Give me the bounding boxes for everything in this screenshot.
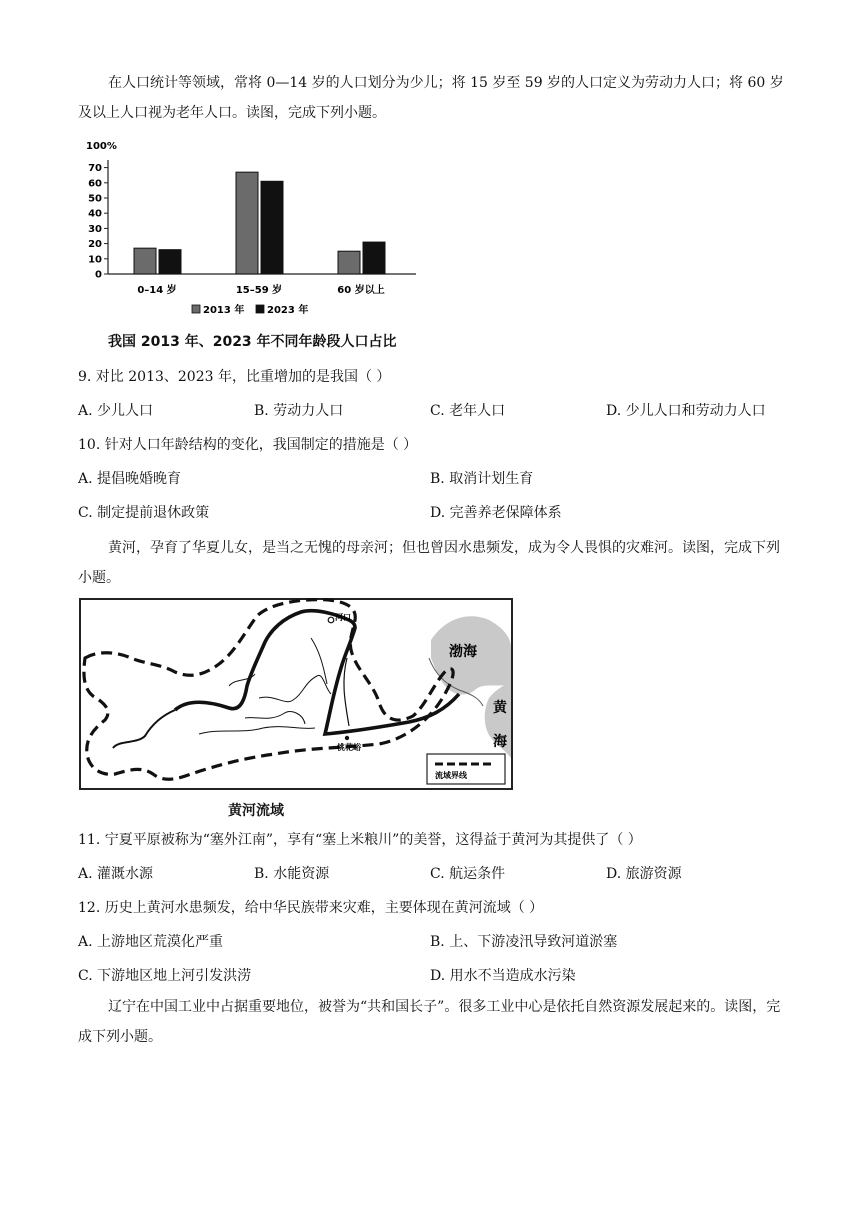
q11-option-d[interactable]: D. 旅游资源 — [606, 866, 682, 882]
population-bar-chart — [80, 138, 430, 323]
q10-option-a[interactable]: A. 提倡晚婚晚育 — [78, 471, 182, 487]
q11-option-c[interactable]: C. 航运条件 — [430, 866, 506, 882]
intro-paragraph-population: 在人口统计等领域，常将 0—14 岁的人口划分为少儿；将 15 岁至 59 岁的人口定义为劳动力人口；将 60 岁及以上人口视为老年人口。读图，完成下列小题。 — [78, 75, 784, 121]
bohai-label: 渤海 — [449, 644, 477, 660]
y-tick-label: 30 — [88, 223, 102, 235]
y-tick-label: 50 — [88, 193, 102, 205]
q12-option-c[interactable]: C. 下游地区地上河引发洪涝 — [78, 968, 252, 984]
legend-label: 2013 年 — [203, 305, 245, 316]
bar-2013-2 — [338, 251, 360, 274]
q10-option-c[interactable]: C. 制定提前退休政策 — [78, 505, 210, 521]
y-axis-unit-label: 100% — [86, 141, 117, 152]
chart-caption: 我国 2013 年、2023 年不同年龄段人口占比 — [108, 334, 397, 350]
intro-paragraph-yellow-river: 黄河，孕育了华夏儿女，是当之无愧的母亲河；但也曾因水患频发，成为令人畏惧的灾难河。读图，完成下列小题。 — [78, 540, 780, 586]
taohuayu-label: 桃花峪 — [337, 743, 361, 752]
q10-option-d[interactable]: D. 完善养老保障体系 — [430, 505, 562, 521]
bar-2023-0 — [159, 250, 181, 274]
q11-option-b[interactable]: B. 水能资源 — [254, 866, 330, 882]
legend-swatch — [192, 305, 200, 313]
y-tick-label: 0 — [95, 269, 102, 281]
question-12-stem: 12. 历史上黄河水患频发，给中华民族带来灾难，主要体现在黄河流域（ ） — [78, 900, 544, 916]
question-9-stem: 9. 对比 2013、2023 年，比重增加的是我国（ ） — [78, 369, 391, 385]
hekou-marker — [328, 617, 334, 623]
bar-2023-2 — [363, 242, 385, 274]
y-tick-label: 70 — [88, 163, 102, 175]
bar-2013-0 — [134, 248, 156, 274]
question-11-stem: 11. 宁夏平原被称为“塞外江南”，享有“塞上米粮川”的美誉，这得益于黄河为其提供了（ ） — [78, 832, 642, 848]
q10-option-b[interactable]: B. 取消计划生育 — [430, 471, 534, 487]
y-tick-label: 40 — [88, 208, 102, 220]
y-tick-label: 60 — [88, 178, 102, 190]
q9-option-d[interactable]: D. 少儿人口和劳动力人口 — [606, 403, 766, 419]
q12-option-d[interactable]: D. 用水不当造成水污染 — [430, 968, 576, 984]
huanghai-label-2: 海 — [493, 734, 507, 750]
q9-option-b[interactable]: B. 劳动力人口 — [254, 403, 344, 419]
q9-option-c[interactable]: C. 老年人口 — [430, 403, 506, 419]
legend-label: 2023 年 — [267, 305, 309, 316]
x-category-label: 60 岁以上 — [337, 285, 385, 296]
intro-paragraph-liaoning: 辽宁在中国工业中占据重要地位，被誉为“共和国长子”。很多工业中心是依托自然资源发展起来的。读图，完成下列小题。 — [78, 999, 781, 1045]
x-category-label: 15–59 岁 — [235, 285, 283, 296]
q9-option-a[interactable]: A. 少儿人口 — [78, 403, 154, 419]
question-10-stem: 10. 针对人口年龄结构的变化，我国制定的措施是（ ） — [78, 437, 418, 453]
hekou-label: 河口 — [335, 613, 351, 622]
bar-2023-1 — [261, 181, 283, 274]
yellow-river-basin-map — [79, 598, 513, 790]
y-tick-label: 20 — [88, 239, 102, 251]
huanghai-label-1: 黄 — [493, 700, 507, 716]
legend-swatch — [256, 305, 264, 313]
map-caption: 黄河流域 — [228, 803, 284, 819]
q12-option-a[interactable]: A. 上游地区荒漠化严重 — [78, 934, 224, 950]
taohuayu-marker — [345, 736, 349, 740]
q12-option-b[interactable]: B. 上、下游凌汛导致河道淤塞 — [430, 934, 618, 950]
legend-boundary-label: 流域界线 — [435, 771, 467, 780]
q11-option-a[interactable]: A. 灌溉水源 — [78, 866, 154, 882]
bar-2013-1 — [236, 172, 258, 274]
y-tick-label: 10 — [88, 254, 102, 266]
x-category-label: 0–14 岁 — [137, 285, 177, 296]
